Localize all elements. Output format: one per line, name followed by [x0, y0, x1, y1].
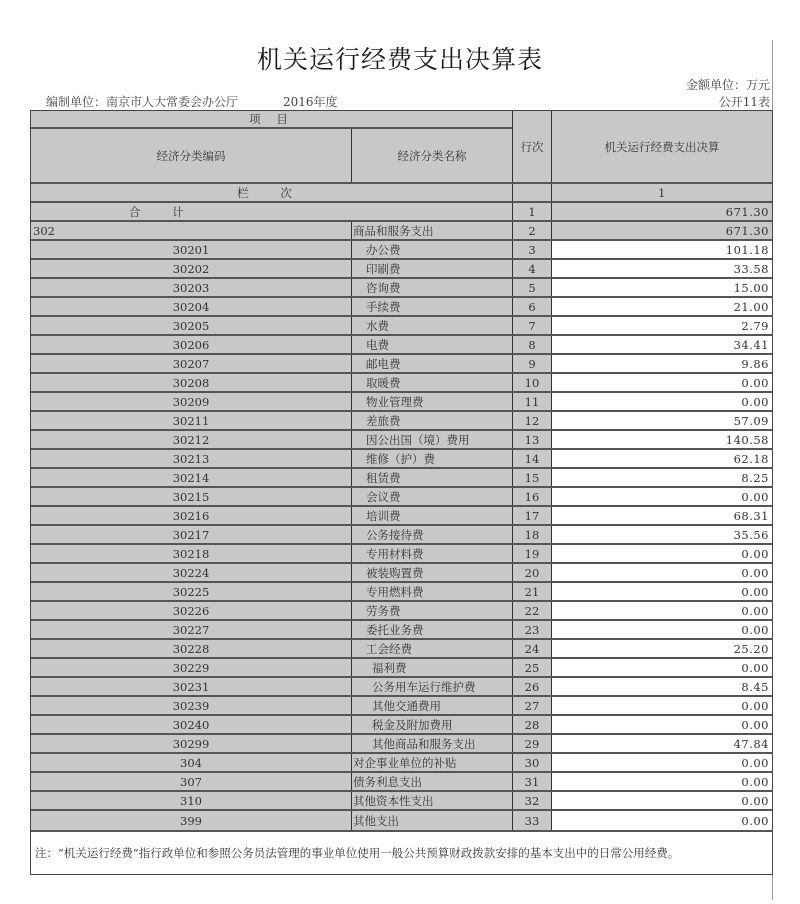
row-name: 税金及附加费用 — [352, 716, 513, 733]
header-item: 项 目 — [31, 111, 512, 129]
row-name: 专用材料费 — [352, 545, 513, 562]
row-name: 公务用车运行维护费 — [352, 678, 513, 695]
row-name: 电费 — [352, 336, 513, 353]
row-value: 140.58 — [552, 431, 772, 448]
row-line-no: 22 — [513, 602, 552, 619]
row-code: 30214 — [31, 469, 352, 486]
row-name: 福利费 — [352, 659, 513, 676]
table-note: 注：“机关运行经费”指行政单位和参照公务员法管理的事业单位使用一般公共预算财政拨款安排的基本支出中的日常公用经费。 — [31, 830, 772, 874]
row-value: 0.00 — [552, 659, 772, 676]
row-value: 0.00 — [552, 393, 772, 410]
row-value: 62.18 — [552, 450, 772, 467]
row-line-no: 32 — [513, 792, 552, 809]
table-row — [31, 659, 772, 678]
amount-unit: 金额单位：万元 — [685, 78, 770, 92]
expenditure-table — [30, 110, 773, 875]
row-code: 30231 — [31, 678, 352, 695]
table-row — [31, 621, 772, 640]
row-name: 工会经费 — [352, 640, 513, 657]
row-line-no: 31 — [513, 773, 552, 790]
row-name: 咨询费 — [352, 279, 513, 296]
row-code: 30218 — [31, 545, 352, 562]
row-name: 物业管理费 — [352, 393, 513, 410]
row-name: 会议费 — [352, 488, 513, 505]
row-value: 2.79 — [552, 317, 772, 334]
table-header — [31, 111, 772, 184]
row-line-no: 21 — [513, 583, 552, 600]
row-value: 25.20 — [552, 640, 772, 657]
compiling-unit: 编制单位：南京市人大常委会办公厅 — [46, 95, 239, 109]
row-name: 劳务费 — [352, 602, 513, 619]
row-value: 34.41 — [552, 336, 772, 353]
table-row — [31, 697, 772, 716]
row-name: 商品和服务支出 — [352, 222, 513, 239]
row-name: 邮电费 — [352, 355, 513, 372]
row-code: 30224 — [31, 564, 352, 581]
row-line-no: 27 — [513, 697, 552, 714]
row-value: 101.18 — [552, 241, 772, 258]
table-row — [31, 469, 772, 488]
total-value: 671.30 — [552, 203, 772, 220]
row-line-no: 8 — [513, 336, 552, 353]
row-line-no: 13 — [513, 431, 552, 448]
row-name: 培训费 — [352, 507, 513, 524]
table-row — [31, 412, 772, 431]
row-line-no: 23 — [513, 621, 552, 638]
table-row — [31, 811, 772, 830]
row-value: 0.00 — [552, 811, 772, 830]
row-name: 差旅费 — [352, 412, 513, 429]
table-row — [31, 602, 772, 621]
row-name: 其他资本性支出 — [352, 792, 513, 809]
row-value: 8.45 — [552, 678, 772, 695]
row-value: 8.25 — [552, 469, 772, 486]
row-code: 30299 — [31, 735, 352, 752]
row-code: 30207 — [31, 355, 352, 372]
table-row — [31, 792, 772, 811]
table-body — [31, 222, 772, 830]
row-line-no: 17 — [513, 507, 552, 524]
table-row — [31, 526, 772, 545]
row-value: 0.00 — [552, 716, 772, 733]
row-name: 维修（护）费 — [352, 450, 513, 467]
row-name: 办公费 — [352, 241, 513, 258]
row-value: 0.00 — [552, 697, 772, 714]
column-index-value: 1 — [552, 184, 772, 201]
table-row — [31, 735, 772, 754]
row-code: 30215 — [31, 488, 352, 505]
row-name: 其他支出 — [352, 811, 513, 830]
table-row — [31, 488, 772, 507]
row-code: 30205 — [31, 317, 352, 334]
total-row — [31, 203, 772, 222]
row-value: 0.00 — [552, 545, 772, 562]
row-code: 30209 — [31, 393, 352, 410]
row-value: 57.09 — [552, 412, 772, 429]
row-name: 被装购置费 — [352, 564, 513, 581]
row-name: 债务利息支出 — [352, 773, 513, 790]
row-code: 307 — [31, 773, 352, 790]
header-line-no: 行次 — [513, 111, 552, 182]
row-value: 9.86 — [552, 355, 772, 372]
row-value: 0.00 — [552, 621, 772, 638]
column-index-row — [31, 184, 772, 203]
row-code: 30201 — [31, 241, 352, 258]
row-line-no: 16 — [513, 488, 552, 505]
total-label: 合 计 — [31, 203, 513, 220]
row-code: 30229 — [31, 659, 352, 676]
row-line-no: 5 — [513, 279, 552, 296]
row-line-no: 18 — [513, 526, 552, 543]
column-index-label: 栏 次 — [31, 184, 513, 201]
row-value: 0.00 — [552, 773, 772, 790]
row-line-no: 29 — [513, 735, 552, 752]
row-value: 0.00 — [552, 564, 772, 581]
fiscal-year: 2016年度 — [283, 95, 338, 109]
row-name: 因公出国（境）费用 — [352, 431, 513, 448]
page-title: 机关运行经费支出决算表 — [256, 45, 543, 74]
row-line-no: 14 — [513, 450, 552, 467]
row-code: 30212 — [31, 431, 352, 448]
row-value: 68.31 — [552, 507, 772, 524]
row-code: 30213 — [31, 450, 352, 467]
row-code: 30216 — [31, 507, 352, 524]
row-value: 0.00 — [552, 488, 772, 505]
table-row — [31, 545, 772, 564]
row-line-no: 10 — [513, 374, 552, 391]
row-line-no: 28 — [513, 716, 552, 733]
row-name: 取暖费 — [352, 374, 513, 391]
row-code: 310 — [31, 792, 352, 809]
row-line-no: 33 — [513, 811, 552, 830]
table-row — [31, 279, 772, 298]
row-name: 其他交通费用 — [352, 697, 513, 714]
row-line-no: 11 — [513, 393, 552, 410]
table-row — [31, 355, 772, 374]
table-row — [31, 298, 772, 317]
row-value: 671.30 — [552, 222, 772, 239]
row-value: 33.58 — [552, 260, 772, 277]
row-value: 21.00 — [552, 298, 772, 315]
table-row — [31, 260, 772, 279]
table-row — [31, 583, 772, 602]
row-name: 专用燃料费 — [352, 583, 513, 600]
table-row — [31, 678, 772, 697]
row-code: 30206 — [31, 336, 352, 353]
row-name: 租赁费 — [352, 469, 513, 486]
row-code: 30208 — [31, 374, 352, 391]
table-row — [31, 317, 772, 336]
row-code: 30217 — [31, 526, 352, 543]
row-line-no: 12 — [513, 412, 552, 429]
table-row — [31, 754, 772, 773]
table-row — [31, 450, 772, 469]
row-code: 302 — [31, 222, 352, 239]
row-code: 304 — [31, 754, 352, 771]
header-sub — [31, 129, 512, 182]
row-code: 30226 — [31, 602, 352, 619]
table-row — [31, 222, 772, 241]
table-row — [31, 640, 772, 659]
row-value: 47.84 — [552, 735, 772, 752]
row-code: 399 — [31, 811, 352, 830]
row-code: 30202 — [31, 260, 352, 277]
row-value: 0.00 — [552, 602, 772, 619]
row-line-no: 26 — [513, 678, 552, 695]
table-row — [31, 716, 772, 735]
row-line-no: 7 — [513, 317, 552, 334]
row-name: 对企事业单位的补贴 — [352, 754, 513, 771]
row-line-no: 6 — [513, 298, 552, 315]
total-line-no: 1 — [513, 203, 552, 220]
row-line-no: 4 — [513, 260, 552, 277]
row-code: 30211 — [31, 412, 352, 429]
row-value: 0.00 — [552, 754, 772, 771]
table-row — [31, 393, 772, 412]
row-value: 0.00 — [552, 374, 772, 391]
row-name: 公务接待费 — [352, 526, 513, 543]
table-row — [31, 241, 772, 260]
row-line-no: 19 — [513, 545, 552, 562]
row-line-no: 20 — [513, 564, 552, 581]
row-value: 35.56 — [552, 526, 772, 543]
row-line-no: 9 — [513, 355, 552, 372]
row-name: 水费 — [352, 317, 513, 334]
header-code: 经济分类编码 — [31, 129, 352, 182]
table-row — [31, 336, 772, 355]
row-code: 30203 — [31, 279, 352, 296]
row-value: 0.00 — [552, 583, 772, 600]
table-row — [31, 773, 772, 792]
row-code: 30240 — [31, 716, 352, 733]
row-line-no: 3 — [513, 241, 552, 258]
header-item-group — [31, 111, 513, 182]
header-value: 机关运行经费支出决算 — [552, 111, 772, 182]
row-name: 委托业务费 — [352, 621, 513, 638]
table-row — [31, 374, 772, 393]
row-code: 30228 — [31, 640, 352, 657]
form-number: 公开11表 — [718, 95, 770, 109]
table-row — [31, 564, 772, 583]
row-name: 其他商品和服务支出 — [352, 735, 513, 752]
row-line-no: 24 — [513, 640, 552, 657]
row-code: 30204 — [31, 298, 352, 315]
table-row — [31, 431, 772, 450]
row-code: 30239 — [31, 697, 352, 714]
column-index-line-no — [513, 184, 552, 201]
row-code: 30225 — [31, 583, 352, 600]
row-code: 30227 — [31, 621, 352, 638]
row-line-no: 25 — [513, 659, 552, 676]
row-name: 印刷费 — [352, 260, 513, 277]
row-line-no: 30 — [513, 754, 552, 771]
row-value: 0.00 — [552, 792, 772, 809]
row-line-no: 15 — [513, 469, 552, 486]
row-line-no: 2 — [513, 222, 552, 239]
row-name: 手续费 — [352, 298, 513, 315]
row-value: 15.00 — [552, 279, 772, 296]
header-name: 经济分类名称 — [352, 129, 512, 182]
table-row — [31, 507, 772, 526]
